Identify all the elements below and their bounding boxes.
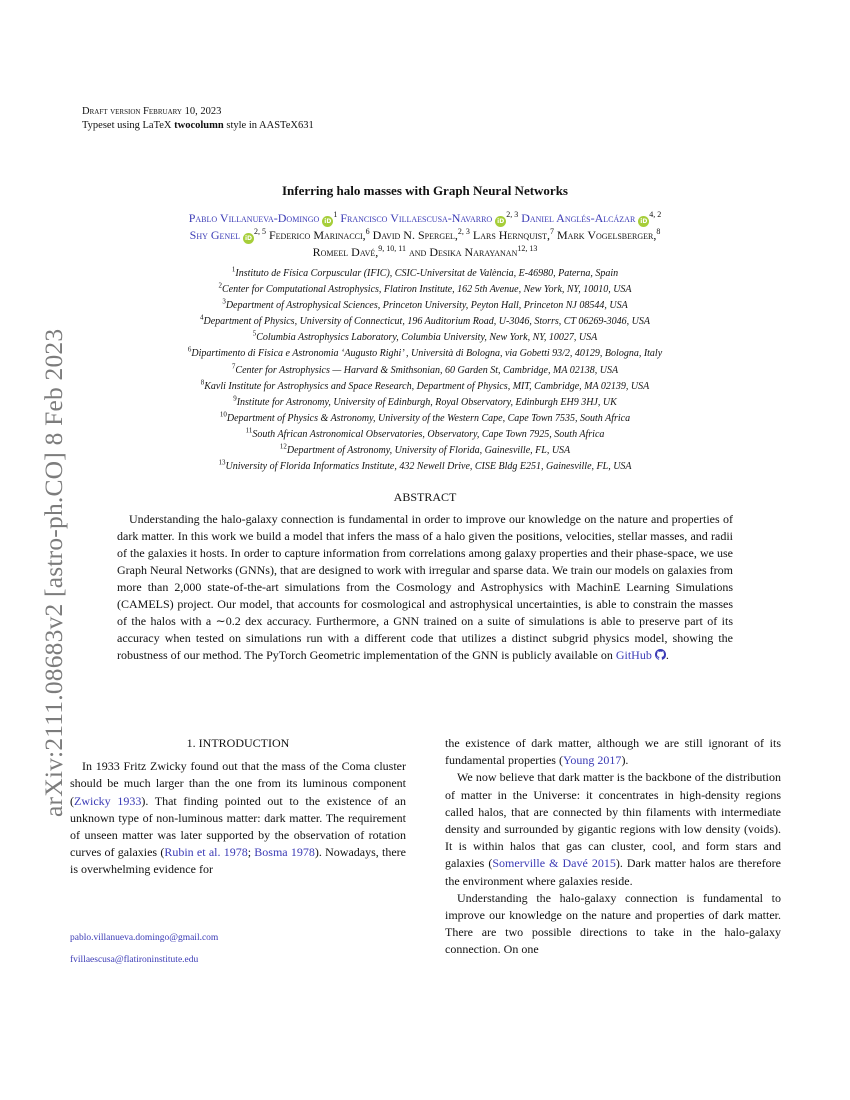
author-affil-sup: 6 <box>365 227 370 236</box>
intro-paragraph-1-continued <box>445 735 781 769</box>
affiliation-number: 6 <box>187 346 192 355</box>
author-affil-sup: 2, 3 <box>457 227 470 236</box>
citation-link[interactable]: Bosma 1978 <box>254 845 315 860</box>
latex-logo: LaTeX <box>142 120 172 131</box>
affiliation-number: 11 <box>245 426 253 435</box>
affiliation-line <box>60 346 790 362</box>
author-name: David N. Spergel, <box>372 228 458 242</box>
affiliation-text: Kavli Institute for Astrophysics and Space Research, Department of Physics, MIT, Cambridge, MA 02139, USA <box>204 380 650 392</box>
affiliation-line <box>60 395 790 411</box>
author-list <box>95 210 755 260</box>
affiliation-list <box>60 266 790 475</box>
affiliation-number: 7 <box>231 362 236 371</box>
author-affil-sup: 2, 3 <box>506 210 519 219</box>
abstract-text <box>117 511 733 664</box>
affiliation-text: Department of Physics & Astronomy, University of the Western Cape, Cape Town 7535, South Africa <box>226 412 631 424</box>
affiliation-number: 12 <box>279 442 287 451</box>
text-run: We now believe that dark matter is the backbone of the distribution of matter in the Universe: it concentrates in high-density regions called halos, that are connected by thin filaments with intermediate density and surrounded by gigantic regions with low density (voids). It is within halos that gas can cluster, cool, and form stars and galaxies ( <box>445 770 781 871</box>
author-affil-sup: 1 <box>333 210 338 219</box>
affiliation-number: 10 <box>219 410 227 419</box>
affiliation-text: Instituto de Física Corpuscular (IFIC), CSIC-Universitat de València, E-46980, Paterna, Spain <box>235 268 619 279</box>
author-and: and <box>408 245 427 259</box>
email-link[interactable]: pablo.villanueva.domingo@gmail.com <box>70 933 219 943</box>
typeset-line <box>82 120 314 131</box>
orcid-icon[interactable]: iD <box>324 218 332 225</box>
text-run: ). Dark matter halos are therefore the environment where galaxies reside. <box>445 856 782 888</box>
text-run: ). Nowadays, there is overwhelming evidence for <box>70 845 406 877</box>
author-link[interactable]: Daniel Anglés-Alcázar <box>521 211 636 225</box>
author-affil-sup: 4, 2 <box>649 210 662 219</box>
typeset-suffix: style in AASTeX631 <box>223 120 314 131</box>
intro-paragraph-2 <box>445 769 781 889</box>
affiliation-text: Department of Physics, University of Connecticut, 196 Auditorium Road, U-3046, Storrs, CT 06269-3046, USA <box>203 316 651 328</box>
author-name: Federico Marinacci, <box>268 228 366 242</box>
affiliation-line <box>60 298 790 314</box>
orcid-icon[interactable]: iD <box>497 218 505 225</box>
author-name: Desika Narayanan <box>429 245 518 259</box>
affiliation-number: 3 <box>222 297 226 306</box>
affiliation-text: South African Astronomical Observatories, Observatory, Cape Town 7925, South Africa <box>252 428 605 440</box>
affiliation-number: 2 <box>218 281 222 290</box>
affiliation-number: 5 <box>252 330 257 339</box>
author-name: Romeel Davé, <box>312 245 379 259</box>
right-column <box>445 735 781 959</box>
text-run: the existence of dark matter, although we are still ignorant of its fundamental properties ( <box>445 736 781 768</box>
affiliation-line <box>60 363 790 379</box>
left-column <box>70 735 406 879</box>
intro-paragraph-1 <box>70 758 406 878</box>
intro-paragraph-3: Understanding the halo-galaxy connection is fundamental to improve our knowledge on the nature and properties of dark matter. There are two possible directions to take in the halo-galaxy connection. On one <box>445 890 781 957</box>
author-name: Mark Vogelsberger, <box>557 228 657 242</box>
author-link[interactable]: Francisco Villaescusa-Navarro <box>340 211 493 225</box>
affiliation-line <box>60 379 790 395</box>
affiliation-line <box>60 314 790 330</box>
introduction-heading: 1. INTRODUCTION <box>186 736 290 750</box>
github-link[interactable]: GitHub <box>615 648 652 662</box>
author-link[interactable]: Pablo Villanueva-Domingo <box>188 211 320 225</box>
affiliation-text: Center for Computational Astrophysics, Flatiron Institute, 162 5th Avenue, New York, NY, 10010, USA <box>221 284 632 296</box>
footnotes <box>70 927 406 971</box>
text-run: ; <box>247 845 255 860</box>
orcid-icon[interactable]: iD <box>244 235 252 242</box>
affiliation-line <box>60 266 790 282</box>
github-icon[interactable] <box>655 649 666 660</box>
citation-link[interactable]: Somerville & Davé 2015 <box>492 856 616 871</box>
affiliation-number: 4 <box>199 313 204 322</box>
affiliation-text: Center for Astrophysics — Harvard & Smithsonian, 60 Garden St, Cambridge, MA 02138, USA <box>235 364 619 376</box>
affiliation-line <box>60 427 790 443</box>
affiliation-text: Department of Astrophysical Sciences, Princeton University, Peyton Hall, Princeton NJ 08544, USA <box>225 300 628 312</box>
affiliation-text: Columbia Astrophysics Laboratory, Columbia University, New York, NY, 10027, USA <box>256 332 598 344</box>
paper-title: Inferring halo masses with Graph Neural Networks <box>282 183 568 198</box>
text-run: ). <box>621 753 629 768</box>
citation-link[interactable]: Zwicky 1933 <box>74 793 142 808</box>
affiliation-number: 9 <box>233 394 237 403</box>
arxiv-identifier-text: arXiv:2111.08683v2 [astro-ph.CO] 8 Feb 2023 <box>39 328 68 817</box>
affiliation-text: Dipartimento di Fisica e Astronomia ‘Augusto Righi’ , Università di Bologna, via Gobetti 93/2, 40129, Bologna, Italy <box>191 348 663 360</box>
affiliation-number: 1 <box>231 265 236 274</box>
affiliation-text: University of Florida Informatics Institute, 432 Newell Drive, CISE Bldg E251, Gainesville, FL, USA <box>225 461 632 473</box>
typeset-style: twocolumn <box>174 120 224 131</box>
abstract-heading: ABSTRACT <box>393 490 457 504</box>
citation-link[interactable]: Rubin et al. 1978 <box>164 845 248 860</box>
affiliation-line <box>60 282 790 298</box>
abstract-end: . <box>665 648 669 662</box>
orcid-icon[interactable]: iD <box>640 218 648 225</box>
affiliation-text: Institute for Astronomy, University of Edinburgh, Royal Observatory, Edinburgh EH9 3HJ, UK <box>236 396 617 408</box>
affiliation-line <box>60 330 790 346</box>
affiliation-line <box>60 411 790 427</box>
abstract-body-text: Understanding the halo-galaxy connection is fundamental in order to improve our knowledge on the nature and properties of dark matter. In this work we build a model that infers the mass of a halo given the positions, velocities, stellar masses, and radii of the galaxies it hosts. In order to capture information from correlations among galaxy properties and their phase-space, we use Graph Neural Networks (GNNs), that are designed to work with irregular and sparse data. We train our models on galaxies from more than 2,000 state-of-the-art simulations from the Cosmology and Astrophysics with MachinE Learning Simulations (CAMELS) project. Our model, that accounts for cosmological and astrophysical uncertainties, is able to constrain the masses of the halos with a ∼0.2 dex accuracy. Furthermore, a GNN trained on a suite of simulations is able to preserve part of its accuracy when tested on simulations run with a different code that utilizes a distinct subgrid physics model, showing the robustness of our method. The PyTorch Geometric implementation of the GNN is publicly available on <box>117 512 733 662</box>
affiliation-line <box>60 443 790 459</box>
draft-version-line: Draft version February 10, 2023 <box>82 106 222 117</box>
affiliation-line <box>60 459 790 475</box>
author-affil-sup: 8 <box>656 227 661 236</box>
text-run: In 1933 Fritz Zwicky found out that the mass of the Coma cluster should be much larger than the one from its luminous component ( <box>70 759 406 808</box>
typeset-prefix: Typeset using <box>82 120 143 131</box>
affiliation-number: 13 <box>218 458 226 467</box>
author-affil-sup: 2, 5 <box>253 227 266 236</box>
author-affil-sup: 7 <box>550 227 554 236</box>
affiliation-number: 8 <box>200 378 205 387</box>
author-name: Lars Hernquist, <box>472 228 550 242</box>
affiliation-text: Department of Astronomy, University of Florida, Gainesville, FL, USA <box>286 445 571 457</box>
text-run: ). That finding pointed out to the existence of an unknown type of non-luminous matter: dark matter. The requirement of unseen matter was later supported by the observation of rotation curves of galaxies ( <box>70 793 406 860</box>
citation-link[interactable]: Young 2017 <box>562 753 622 768</box>
arxiv-identifier-stamp <box>24 272 68 817</box>
email-link[interactable]: fvillaescusa@flatironinstitute.edu <box>70 955 199 965</box>
author-affil-sup: 12, 13 <box>517 244 538 253</box>
author-link[interactable]: Shy Genel <box>189 228 240 242</box>
author-affil-sup: 9, 10, 11 <box>378 244 406 253</box>
